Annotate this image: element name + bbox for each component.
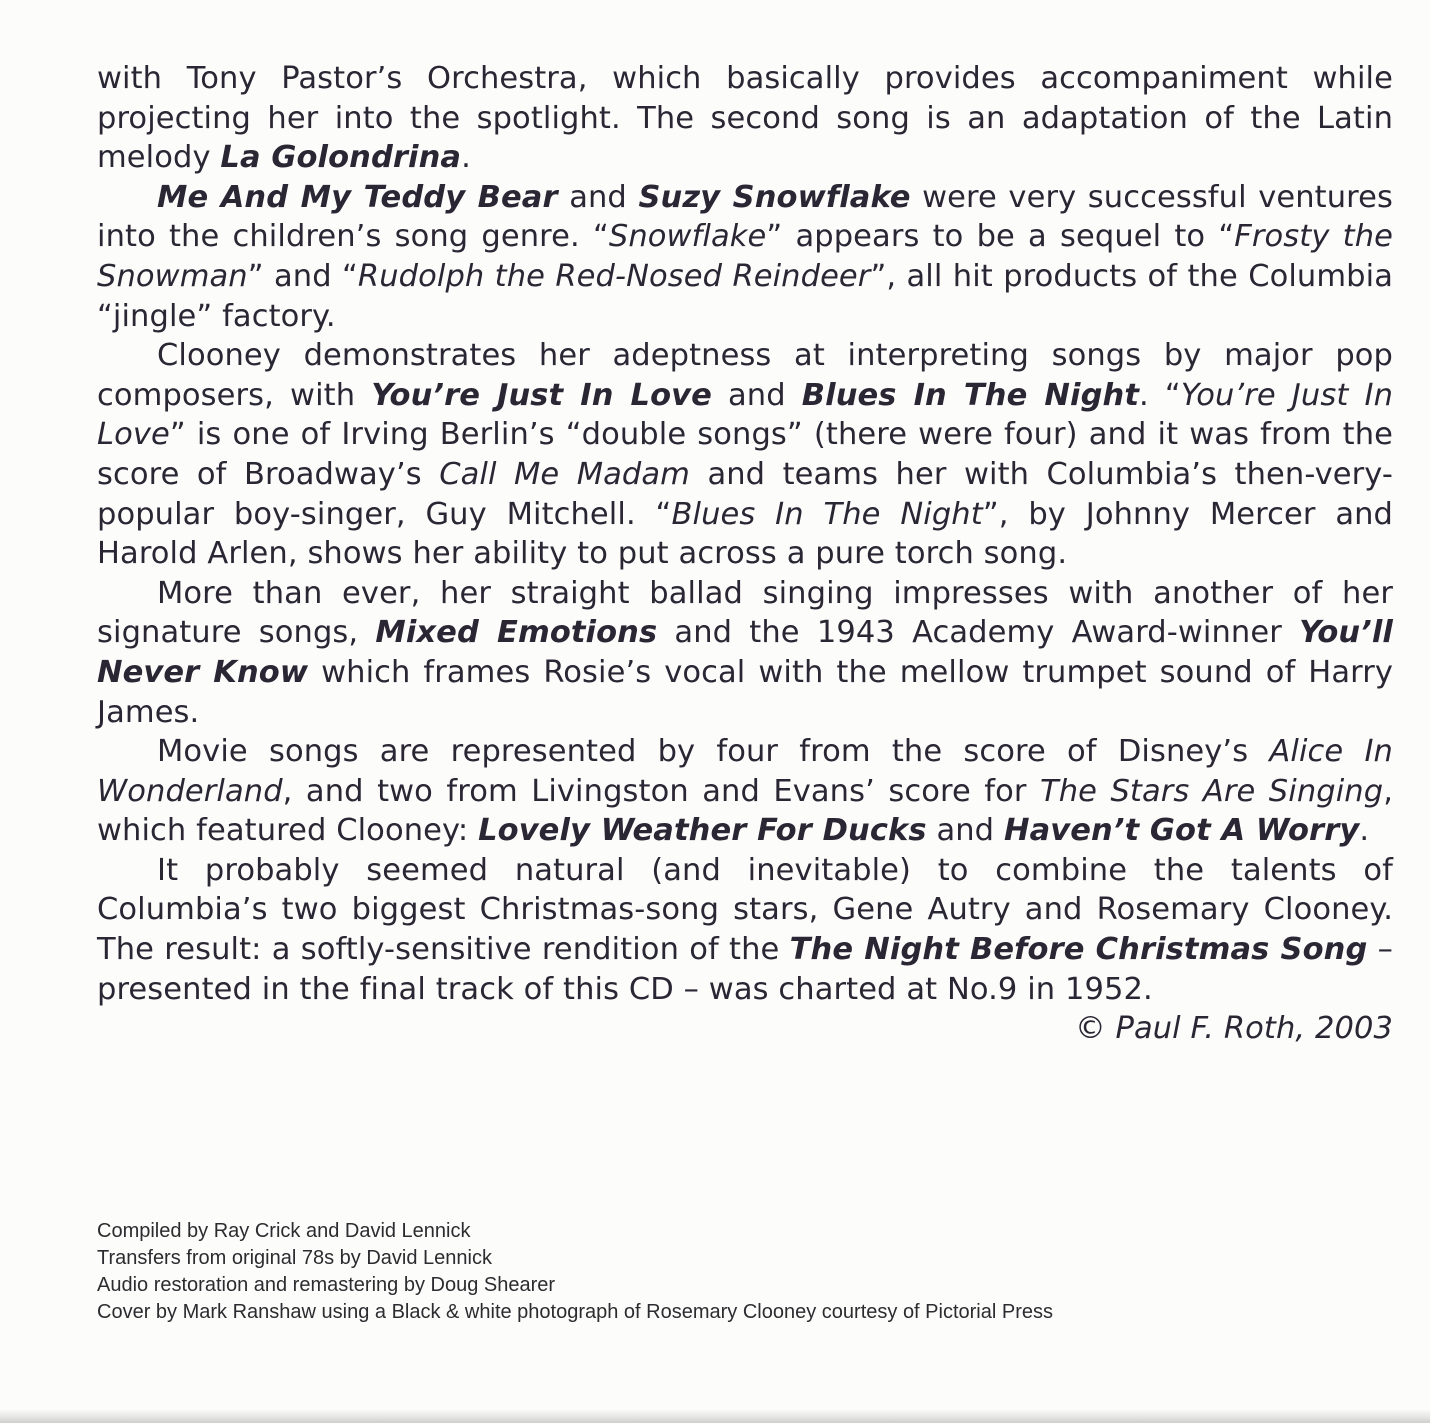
paragraph-text: and — [557, 179, 639, 215]
paragraph-text: , and two from Livingston and Evans’ score for — [282, 773, 1040, 809]
paragraph-text: ” is one of Irving Berlin’s “double songs” (there were four) and it was from the score of Broadway’s — [97, 417, 1393, 492]
paragraph-text: , which featured Clooney: — [97, 773, 1393, 849]
song-title: La Golondrina — [220, 140, 462, 176]
paragraph — [97, 59, 1393, 178]
quoted-title: The Stars Are Singing — [1039, 773, 1384, 809]
paragraph-text: and the 1943 Academy Award-winner — [657, 615, 1300, 651]
quoted-title: Alice In Wonderland — [97, 734, 1393, 809]
paragraph-text: It probably seemed natural (and inevitable) to combine the talents of Columbia’s two biggest Christmas-song stars, Gene Autry and Rosemary Clooney. The result: a softly-sensitive rendition of the — [97, 852, 1393, 968]
paragraph-text: ” appears to be a sequel to “ — [766, 219, 1235, 255]
paragraph — [97, 574, 1393, 732]
paragraph-text: . — [461, 140, 471, 176]
paragraph — [97, 336, 1393, 574]
song-title: Haven’t Got A Worry — [1003, 813, 1360, 849]
paragraph-text: ”, all hit products of the Columbia “jingle” factory. — [97, 258, 1394, 334]
paragraph-text: with Tony Pastor’s Orchestra, which basically provides accompaniment while projecting her into the spotlight. The second song is an adaptation of the Latin melody — [97, 61, 1393, 176]
paragraph-text: and teams her with Columbia’s then-very-popular boy-singer, Guy Mitchell. “ — [97, 456, 1393, 532]
paragraph-text: Movie songs are represented by four from the score of Disney’s — [157, 734, 1270, 770]
song-title: You’ll Never Know — [97, 615, 1393, 690]
paragraph-text: – presented in the final track of this CD – was charted at No.9 in 1952. — [97, 932, 1393, 1007]
page-bottom-edge — [0, 1409, 1430, 1423]
song-title: You’re Just In Love — [371, 377, 712, 413]
quoted-title: You’re Just In Love — [97, 377, 1394, 453]
paragraph-text: . — [1359, 813, 1370, 849]
credit-line-restoration: Audio restoration and remastering by Doug Shearer — [97, 1274, 556, 1296]
song-title: Lovely Weather For Ducks — [478, 813, 927, 849]
song-title: The Night Before Christmas Song — [789, 932, 1368, 968]
credits-block — [97, 1218, 1053, 1326]
author-signature: © Paul F. Roth, 2003 — [1075, 1011, 1393, 1047]
paragraph — [97, 732, 1393, 851]
quoted-title: Rudolph the Red-Nosed Reindeer — [357, 258, 871, 294]
credit-line-compiled: Compiled by Ray Crick and David Lennick — [97, 1220, 471, 1242]
paragraph-text: and — [926, 813, 1004, 849]
paragraph-text: ” and “ — [247, 258, 358, 294]
song-title: Mixed Emotions — [375, 615, 658, 651]
paragraph-text: Clooney demonstrates her adeptness at interpreting songs by major pop composers, with — [97, 338, 1393, 413]
paragraph-text: and — [711, 377, 802, 413]
credit-line-cover: Cover by Mark Ranshaw using a Black & white photograph of Rosemary Clooney courtesy of Pictorial Press — [97, 1301, 1053, 1323]
liner-notes-body — [97, 59, 1393, 1049]
paragraph-text: were very successful ventures into the children’s song genre. “ — [97, 179, 1393, 255]
song-title: Me And My Teddy Bear — [157, 179, 558, 215]
paragraph-text: which frames Rosie’s vocal with the mellow trumpet sound of Harry James. — [97, 654, 1393, 730]
paragraph — [97, 178, 1393, 336]
paragraph-text: More than ever, her straight ballad singing impresses with another of her signature songs, — [97, 575, 1393, 651]
paragraph-text: . “ — [1139, 377, 1181, 413]
song-title: Suzy Snowflake — [638, 179, 911, 215]
quoted-title: Blues In The Night — [671, 496, 983, 532]
quoted-title: Snowflake — [608, 219, 767, 255]
song-title: Blues In The Night — [801, 377, 1140, 413]
liner-notes-paragraphs — [97, 59, 1393, 1009]
quoted-title: Call Me Madam — [439, 456, 690, 492]
paragraph-text: ”, by Johnny Mercer and Harold Arlen, shows her ability to put across a pure torch song. — [97, 496, 1393, 572]
quoted-title: Frosty the Snowman — [97, 219, 1393, 294]
credit-line-transfers: Transfers from original 78s by David Lennick — [97, 1247, 492, 1269]
paragraph — [97, 851, 1393, 1009]
